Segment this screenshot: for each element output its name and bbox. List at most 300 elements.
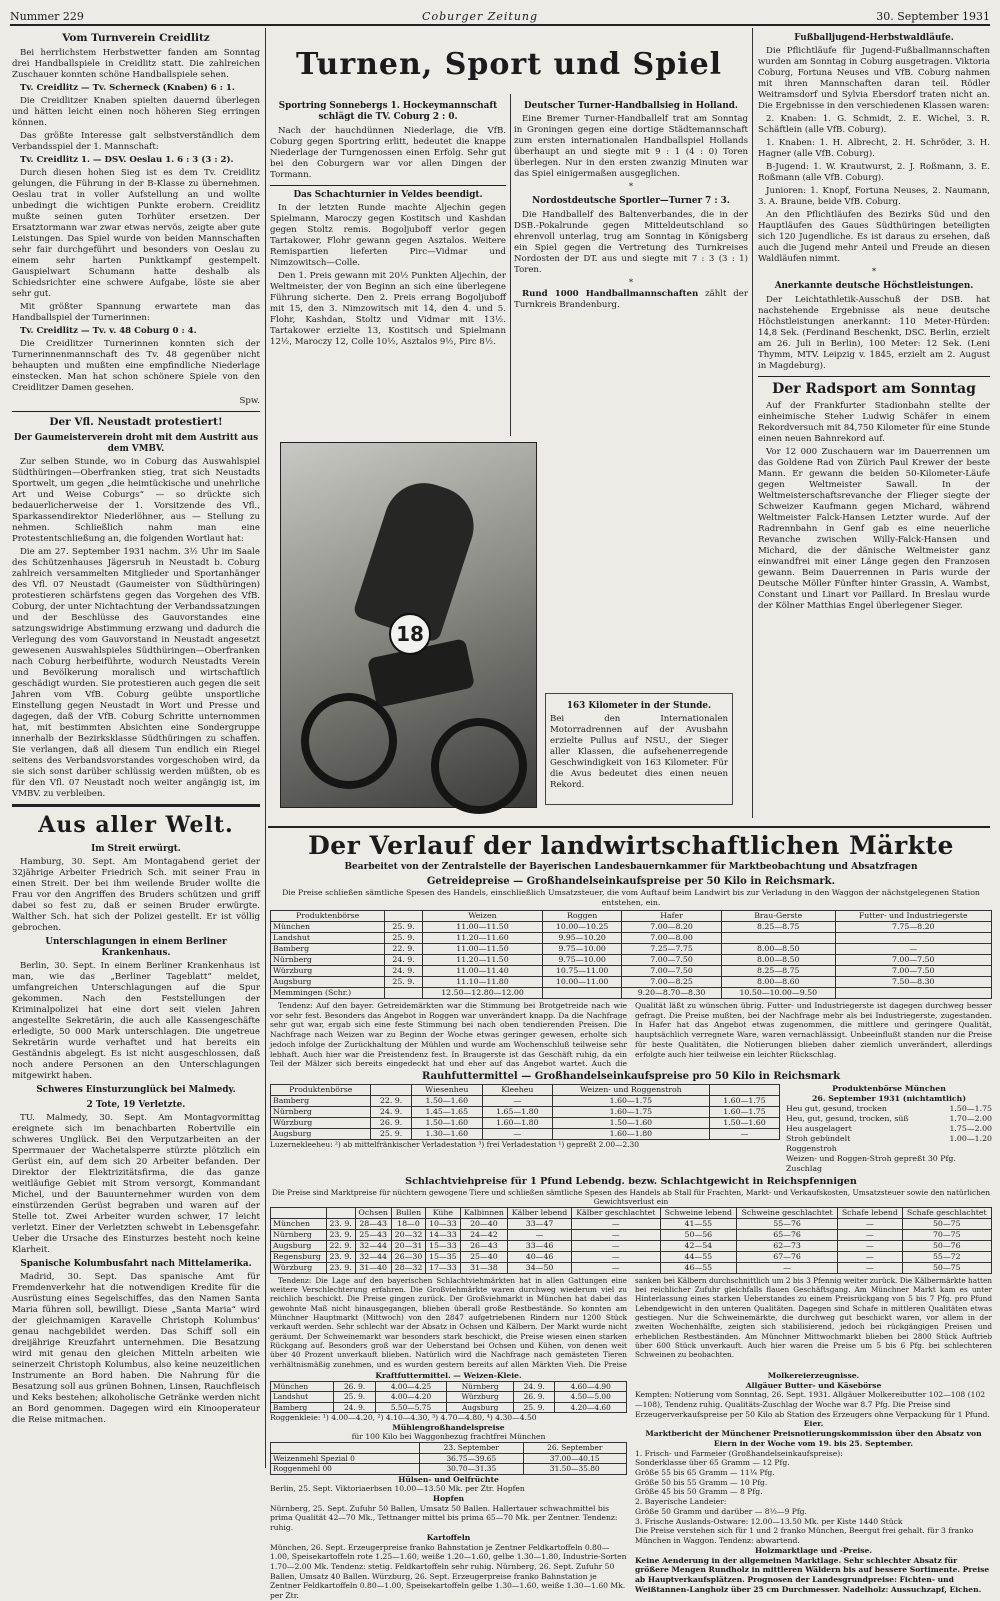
table-cell: 8.00—8.60	[722, 977, 836, 988]
grain-table	[270, 910, 992, 999]
table-cell: —	[571, 1229, 660, 1240]
column-header: Hafer	[622, 911, 722, 922]
price-label: Heu ausgelagert	[786, 1123, 852, 1133]
article-text: Junioren: 1. Knopf, Fortuna Neuses, 2. Naumann, 3. A. Braune, beide VfB. Coburg.	[758, 186, 990, 208]
table-row	[271, 1381, 627, 1391]
table-cell: 33—46	[508, 1240, 572, 1251]
divider	[12, 804, 260, 807]
table-cell: 4.00—4.20	[375, 1392, 447, 1402]
table-cell: Landshut	[271, 933, 385, 944]
table-cell: 20—40	[460, 1218, 508, 1229]
column-header: Futter- und Industriegerste	[835, 911, 991, 922]
article-subtitle: Der Gaumeisterverein droht mit dem Austritt aus dem VMBV.	[13, 432, 259, 455]
table-cell: 26—30	[391, 1251, 425, 1262]
column-header: Weizen	[422, 911, 542, 922]
market-lower	[270, 1371, 992, 1601]
column-header: Schweine geschlachtet	[736, 1207, 837, 1218]
price-value: 1.75—2.00	[949, 1123, 992, 1133]
table-cell: 31—38	[460, 1262, 508, 1273]
article-text: Das größte Interesse galt selbstverständlich dem Verbandsspiel der 1. Mannschaft:	[12, 131, 260, 153]
table-cell: 32—44	[355, 1240, 391, 1251]
column-divider	[752, 28, 753, 438]
table-cell: 31.50—35.80	[523, 1464, 626, 1474]
column-header: Kleeheu	[482, 1084, 552, 1095]
section-title: Turnen, Sport und Spiel	[295, 47, 723, 82]
flour-title: Mühlengroßhandelspreise	[392, 1422, 505, 1432]
table-cell: 10.00—11.00	[543, 977, 622, 988]
price-line	[786, 1104, 992, 1114]
price-label: Weizen- und Roggen-Stroh gepreßt 30 Pfg. Zuschlag	[786, 1153, 956, 1173]
table-cell: 42—54	[660, 1240, 736, 1251]
table-row	[271, 1229, 992, 1240]
table-cell: —	[508, 1229, 572, 1240]
table-cell: Roggenmehl 00	[271, 1464, 420, 1474]
table-cell: 10.50—10.00—9.50	[722, 988, 836, 999]
article-title: Anerkannte deutsche Höchstleistungen.	[774, 281, 974, 292]
match-result: Tv. Creidlitz — Tv. v. 48 Coburg 0 : 4.	[20, 326, 197, 337]
separator-star: *	[628, 277, 634, 288]
article-text: zählt der Turnkreis Brandenburg.	[514, 288, 748, 310]
table-cell: 26. 9.	[371, 1117, 411, 1128]
table-row	[271, 966, 992, 977]
table-cell	[835, 988, 991, 999]
table-cell: 1.50—1.60	[411, 1095, 482, 1106]
price-line	[786, 1134, 992, 1144]
legumes-text: Berlin, 25. Sept. Viktoriaerbsen 10.00—13.50 Mk. per Ztr. Hopfen	[270, 1484, 525, 1494]
eggs-title: Eier.	[803, 1419, 824, 1429]
table-cell: 24—42	[460, 1229, 508, 1240]
eggs-text: Die Preise verstehen sich für 1 und 2 franko München, Beergut frei gehalt. für 3 franko München in Waggon. Tendenz: abwartend.	[635, 1526, 974, 1546]
feed-title: Kraftfuttermittel. — Weizen-Kleie.	[375, 1370, 522, 1380]
article-text: Hamburg, 30. Sept. Am Montagabend geriet der 32jährige Arbeiter Friedrich Sch. mit seiner Frau in einen Streit. Der bei ihm weilende Bruder wollte die Frau vor den Angriffen des Bruders schützen und griff dabei so fest zu, daß er seinen Bruder erwürgte. Walther Sch. hat sich der Polizei gestellt. Er ist völlig gebrochen.	[12, 856, 260, 933]
table-cell: —	[571, 1262, 660, 1273]
article-text: Die Creidlitzer Knaben spielten dauernd überlegen und hätten leicht einen noch höheren Sieg erringen können.	[12, 96, 260, 129]
column-header	[271, 1443, 420, 1453]
column-header: Kälber geschlachtet	[571, 1207, 660, 1218]
article-text: Nach der hauchdünnen Niederlage, die VfB. Coburg gegen Sportring erlitt, bedeutet die knappe Niederlage der Turngenossen einen Erfolg. Sehr gut bei den Coburgern war vor allen Dingen der Tormann.	[270, 125, 506, 180]
divider	[12, 411, 260, 412]
table-cell: 55—72	[902, 1251, 991, 1262]
table-cell: 18—0	[391, 1218, 425, 1229]
cattle-title: Schlachtviehpreise für 1 Pfund Lebendg. bezw. Schlachtgewicht in Reichspfennigen	[405, 1175, 857, 1187]
table-cell: 70—75	[902, 1229, 991, 1240]
column-header	[709, 1084, 779, 1095]
table-cell: 25. 9.	[385, 922, 423, 933]
table-row	[271, 1453, 627, 1463]
article-text: Durch diesen hohen Sieg ist es dem Tv. Creidlitz gelungen, die Führung in der B-Klasse zu übernehmen. Oeslau trat in voller Aufstellung an und wollte unbedingt die wichtigen Punkte erobern. Creidlitz mußte seinen guten Torhüter ersetzen. Der Ersatztormann war zwar etwas nervös, zeigte aber gute Leistungen. Das Spiel wurde von beiden Mannschaften sehr fair durchgeführt und besonders von Oeslau zu einem sehr harten Punktkampf gestempelt. Gauspielwart Schumann hatte deshalb als Schiedsrichter eine schwere Aufgabe, löste sie aber sehr gut.	[12, 168, 260, 300]
section-title: Aus aller Welt.	[38, 812, 234, 839]
table-row	[271, 1251, 992, 1262]
table-cell: 7.00—7.50	[622, 966, 722, 977]
table-row	[271, 1392, 627, 1402]
sport-banner	[270, 44, 748, 94]
table-cell: Landshut	[271, 1392, 334, 1402]
article-subtitle: 2 Tote, 19 Verletzte.	[86, 1099, 186, 1110]
table-row	[271, 1240, 992, 1251]
table-cell: 24. 9.	[385, 966, 423, 977]
table-row	[271, 1128, 780, 1139]
match-result: Tv. Creidlitz — Tv. Scherneck (Knaben) 6 : 1.	[20, 83, 235, 94]
motorcycle-photo	[280, 442, 537, 808]
column-header: Wiesenheu	[411, 1084, 482, 1095]
article-text: Eine Bremer Turner-Handballelf trat am Sonntag in Groningen gegen eine dortige Städtemannschaft zum ersten internationalen Handballspiel Hollands überhaupt an und siegte mit 9 : 1 (4 : 0) Toren überlegen. Nur in den ersten zwanzig Minuten war das Spiel einigermaßen ausgeglichen.	[514, 114, 748, 180]
table-cell: 26—43	[460, 1240, 508, 1251]
cattle-note: Die Preise sind Marktpreise für nüchtern gewogene Tiere und schließen sämtliche Spesen des Handels ab Stall für Frachten, Markt- und Verkaufskosten, Umsatzsteuer sowie den natürlichen Gewichtsverlust ein	[272, 1187, 990, 1207]
table-cell	[543, 988, 622, 999]
article-text: Die Creidlitzer Turnerinnen konnten sich der Turnerinnenmannschaft des Tv. 48 gegenüber nicht behaupten und mußten eine empfindliche Niederlage einstecken. Man hat schon schönere Spiele von den Creidlitzer Damen gesehen.	[12, 339, 260, 394]
table-cell: 11.20—11.60	[422, 933, 542, 944]
article-text: 2. Knaben: 1. G. Schmidt, 2. E. Wichel, 3. R. Schäftlein (alle VfB. Coburg).	[758, 114, 990, 136]
caption-text: Bei den Internationalen Motorradrennen auf der Avusbahn erzielte Pullus auf NSU., der Sieger aller Klassen, die aufsehenerregende Geschwindigkeit von 163 Kilometer. Für die Avus bedeutet dies einen neuen Rekord.	[550, 714, 728, 791]
column-header	[271, 1207, 327, 1218]
separator-star: *	[871, 267, 877, 278]
table-row	[271, 955, 992, 966]
table-cell: 46—55	[660, 1262, 736, 1273]
column-header: 26. September	[523, 1443, 626, 1453]
column-header: Schweine lebend	[660, 1207, 736, 1218]
table-row	[271, 1117, 780, 1128]
table-cell: Augsburg	[447, 1402, 514, 1412]
price-label: Roggenstroh	[786, 1143, 837, 1153]
egg-price-line: 2. Bayerische Landeier:	[635, 1497, 727, 1507]
article-text: Die Handballelf des Baltenverbandes, die in der DSB.-Pokalrunde gegen Mitteldeutschland so ehrenvoll unterlag, trug am Sonntag in Königsberg ein Spiel gegen die Vertretung des Turnkreises Nordosten der DT. aus und siegte mit 7 : 3 (3 : 1) Toren.	[514, 209, 748, 275]
table-row	[271, 1262, 992, 1273]
article-lead: Rund 1000 Handballmannschaften	[522, 288, 699, 299]
table-cell: 23. 9.	[326, 1262, 355, 1273]
race-number: 18	[389, 613, 431, 655]
table-cell: 4.50—5.00	[555, 1392, 627, 1402]
caption-title: 163 Kilometer in der Stunde.	[566, 701, 712, 711]
egg-price-line: Größe 55 bis 65 Gramm — 11¼ Pfg.	[635, 1468, 775, 1478]
price-label: Heu, gut, gesund, trocken, süß	[786, 1113, 909, 1123]
article-text: Den 1. Preis gewann mit 20½ Punkten Aljechin, der Weltmeister, der von Beginn an sich eine überlegene Führung sicherte. Den 2. Preis errang Bogoljuboff mit 15, den 3. Nimzowitsch mit 14, den 4. und 5. Flohr, Kashdan, Stoltz und Vidmar mit 13½. Tartakower erzielte 13, Kostitsch und Spielmann 12½, Maroczy 12, Colle 10½, Asztalos 9½, Pirc 8½.	[270, 270, 506, 347]
table-cell: Augsburg	[271, 1128, 371, 1139]
table-cell: 20—31	[391, 1240, 425, 1251]
table-row	[271, 1106, 780, 1117]
column-header: Roggen	[543, 911, 622, 922]
article-text: An den Pflichtläufen des Bezirks Süd und den Hauptläufen des Gaues Südthüringen beteiligten sich 120 Jugendliche. Es ist daraus zu ersehen, daß auch die Jugend mehr Anteil und Freude an diesen Waldläufen nimmt.	[758, 210, 990, 265]
article-text: TU. Malmedy, 30. Sept. Am Montagvormittag ereignete sich im benachbarten Robertville ein schweres Unglück. Bei den Verputzarbeiten an der Sperrmauer der Wachetalsperre stürzte plötzlich ein Gerüst ein, auf dem sich 20 Arbeiter befanden. Der Direktor der Elektrizitätsfirma, die das ganze weitläufige Gebiet mit Strom versorgt, Kommandant Michel, und der Bauunternehmer wurden von dem einstürzenden Gerüst begraben und waren auf der Stelle tot. Zwei Arbeiter wurden schwer, 17 leicht verletzt. Einer der Verletzten schwebt in Lebensgefahr. Ueber die Ursache des Einsturzes besteht noch keine Klarheit.	[12, 1112, 260, 1255]
article-subtitle: Schweres Einsturzunglück bei Malmedy.	[36, 1085, 236, 1096]
price-value: 1.00—1.20	[949, 1133, 992, 1143]
article-title: Der Vfl. Neustadt protestiert!	[49, 416, 223, 429]
egg-price-line: Größe 45 bis 50 Gramm — 8 Pfg.	[635, 1487, 763, 1497]
table-cell: 11.10—11.80	[422, 977, 542, 988]
egg-price-line: Größe 50 Gramm und darüber — 8½—9 Pfg.	[635, 1506, 807, 1516]
wood-text: Keine Aenderung in der allgemeinen Marktlage. Sehr schlechter Absatz für größere Mengen Rundholz in mittleren Wäldern bis auf bessere Sortimente. Preise ab Hauptverkaufsplätzen. Prognosen der Landesgrundpreise: Fichten- und Weißtannen-Langholz über 25 cm Durchmesser. Nadelholz: Aussuchzapf, Eichen.	[635, 1555, 990, 1594]
table-cell: 50—56	[660, 1229, 736, 1240]
article-text: Zur selben Stunde, wo in Coburg das Auswahlspiel Südthüringen—Oberfranken stieg, trat sich Neustadts Sportwelt, um gegen „die heimtückische und unehrliche Art und Weise Coburgs“ — so drückte sich bedauerlicherweise der 1. Vorsitzende des Vfl., Sparkassendirektor Niederlöhner, aus — Stellung zu nehmen. Schließlich nahm man eine Protestentschließung an, die folgenden Wortlaut hat:	[12, 457, 260, 545]
market-subtitle: Bearbeitet von der Zentralstelle der Bayerischen Landesbauernkammer für Marktbeobachtung und Absatzfragen	[344, 862, 918, 872]
newspaper-name: Coburger Zeitung	[422, 9, 539, 23]
hops-text: Nürnberg, 25. Sept. Zufuhr 50 Ballen, Umsatz 50 Ballen. Hallertauer schwachmittel bis prima Qualität 42—70 Mk., Tettnanger mittel bis prima 65—70 Mk. per Zentner. Tendenz: ruhig.	[270, 1503, 618, 1533]
table-cell: Würzburg	[271, 1262, 327, 1273]
table-cell: 25. 9.	[514, 1402, 555, 1412]
column-header: Schafe lebend	[838, 1207, 902, 1218]
egg-price-line: Sonderklasse über 65 Gramm — 12 Pfg.	[635, 1458, 790, 1468]
table-cell: 36.75—39.65	[420, 1453, 523, 1463]
hops-title: Hopfen	[432, 1493, 465, 1503]
table-cell: 1.60—1.75	[552, 1095, 709, 1106]
table-cell: 1.45—1.65	[411, 1106, 482, 1117]
table-cell: München	[271, 1218, 327, 1229]
table-cell: Würzburg	[271, 1117, 371, 1128]
table-cell: 8.25—8.75	[722, 922, 836, 933]
eggs-sub: Marktbericht der Münchener Preisnotierungskommission über den Absatz von Eiern in der Woche vom 19. bis 25. September.	[645, 1429, 982, 1448]
table-cell: 7.00—7.50	[835, 966, 991, 977]
table-row	[271, 1095, 780, 1106]
table-cell: 25. 9.	[334, 1392, 375, 1402]
rear-wheel	[431, 718, 527, 814]
table-cell: 4.00—4.25	[375, 1381, 447, 1391]
article-text: Vor 12 000 Zuschauern war im Dauerrennen um das Goldene Rad von Zürich Paul Krewer der beste Mann. Er gewann die beiden 50-Kilometer-Läufe gegen Weltmeister Sawall. In der Weltmeisterschaftsrevanche der Flieger siegte der Schweizer Kaufmann gegen Michard, während Weltmeister Falck-Hansen Letzter wurde. Auf der Radrennbahn in Genf gab es eine neuerliche Revanche zwischen Willy-Falck-Hansen und Michard, die der dänische Weltmeister ganz einwandfrei mit einer Länge gegen den Franzosen gewann. Beim Dauerrennen in Paris wurde der Deutsche Möller Fünfter hinter Grassin, A. Wambst, Constant und Linart vor Paillard. In Breslau wurde der Kölner Matthias Engel überlegener Sieger.	[758, 447, 990, 612]
column-header: Kühe	[426, 1207, 460, 1218]
table-cell: 1.50—1.60	[552, 1117, 709, 1128]
table-cell: 25. 9.	[385, 933, 423, 944]
table-cell: 1.60—1.75	[709, 1106, 779, 1117]
table-cell: 24. 9.	[514, 1381, 555, 1391]
table-cell: 8.00—8.50	[722, 955, 836, 966]
table-cell: 23. 9.	[326, 1218, 355, 1229]
table-cell: 24. 9.	[334, 1402, 375, 1412]
grain-note: Die Preise schließen sämtliche Spesen des Handels, einschließlich Umsatzsteuer, die vom Auftauf beim Landwirt bis zur Verladung in den Waggon der nächstgelegenen Station entstehen, ein.	[282, 888, 980, 908]
table-cell: 11.20—11.50	[422, 955, 542, 966]
munich-title: Produktenbörse München	[832, 1083, 946, 1093]
table-cell: 25—40	[460, 1251, 508, 1262]
table-cell	[835, 933, 991, 944]
issue-date: 30. September 1931	[876, 9, 990, 23]
table-cell: 9.20—8.70—8.30	[622, 988, 722, 999]
table-row	[271, 1464, 627, 1474]
column-divider	[265, 28, 266, 1468]
article-title: Vom Turnverein Creidlitz	[62, 32, 210, 44]
table-cell: 10.00—10.25	[543, 922, 622, 933]
grain-title: Getreidepreise — Großhandelseinkaufspreise per 50 Kilo in Reichsmark.	[426, 875, 836, 887]
article-text: Berlin, 30. Sept. In einem Berliner Krankenhaus ist man, wie das „Berliner Tageblatt“ meldet, umfangreichen Unterschlagungen auf die Spur gekommen. Nach den Feststellungen der Kriminalpolizei hat eine dort seit vielen Jahren angestellte Sekretärin, die auch alle Kassengeschäfte erledigte, 50 000 Mark unterschlagen. Die ungetreue Sekretärin wurde verhaftet und hat bereits ein Geständnis abgelegt. Es ist nicht ausgeschlossen, daß noch andere Personen an den Unterschlagungen mitgewirkt haben.	[12, 961, 260, 1082]
column-header: Kalbinnen	[460, 1207, 508, 1218]
table-cell: 67—76	[736, 1251, 837, 1262]
munich-exchange	[786, 1084, 992, 1174]
table-cell: 8.25—8.75	[722, 966, 836, 977]
table-cell: —	[571, 1240, 660, 1251]
table-cell: 34—50	[508, 1262, 572, 1273]
table-cell: 1.60—1.75	[709, 1095, 779, 1106]
table-cell: 22. 9.	[326, 1240, 355, 1251]
table-row	[271, 1218, 992, 1229]
table-cell: 9.75—10.00	[543, 955, 622, 966]
table-row	[271, 988, 992, 999]
column-right	[758, 30, 990, 820]
article-text: Auf der Frankfurter Stadionbahn stellte der einheimische Steher Ludwig Schäfer in einem Rekordversuch mit 84,750 Kilometer für eine Stunde einen neuen Bahnrekord auf.	[758, 401, 990, 445]
separator-star: *	[628, 182, 634, 193]
table-cell: 7.50—8.30	[835, 977, 991, 988]
price-line	[786, 1154, 992, 1174]
table-cell: 1.65—1.80	[482, 1106, 552, 1117]
dairy-sub: Allgäuer Butter- und Käsebörse	[745, 1380, 882, 1390]
page-header	[10, 8, 990, 26]
table-row	[271, 1402, 627, 1412]
table-row	[271, 933, 992, 944]
column-header: Weizen- und Roggenstroh	[552, 1084, 709, 1095]
article-text: Bei herrlichstem Herbstwetter fanden am Sonntag drei Handballspiele in Creidlitz statt. Die zahlreichen Zuschauer konnten schöne Handballspiele sehen.	[12, 48, 260, 81]
egg-price-line: 3. Frische Auslands-Ostware: 12.00—13.50 Mk. per Kiste 1440 Stück	[635, 1516, 903, 1526]
table-cell: Memmingen (Schr.)	[271, 988, 385, 999]
table-cell: 50—75	[902, 1262, 991, 1273]
flour-sub: für 100 Kilo bei Waggonbezug frachtfrei München	[351, 1432, 546, 1442]
table-cell: 15—33	[426, 1240, 460, 1251]
column-header	[326, 1207, 355, 1218]
table-cell: 50—76	[902, 1240, 991, 1251]
table-cell: —	[482, 1095, 552, 1106]
table-cell: Nürnberg	[271, 1106, 371, 1117]
table-cell: Nürnberg	[271, 1229, 327, 1240]
table-cell: 1.60—1.80	[552, 1128, 709, 1139]
market-section	[270, 830, 992, 1601]
market-lower-left	[270, 1371, 627, 1601]
table-cell: 22. 9.	[371, 1095, 411, 1106]
table-cell: —	[838, 1262, 902, 1273]
table-cell: 26. 9.	[514, 1392, 555, 1402]
table-cell: 25. 9.	[385, 977, 423, 988]
egg-price-line: Größe 50 bis 55 Gramm — 10 Pfg.	[635, 1477, 768, 1487]
table-cell: 7.00—8.20	[622, 922, 722, 933]
match-result: Tv. Creidlitz 1. — DSV. Oeslau 1. 6 : 3 (3 : 2).	[20, 155, 234, 166]
market-title: Der Verlauf der landwirtschaftlichen Märkte	[308, 831, 954, 860]
table-cell: 7.00—7.50	[622, 955, 722, 966]
price-line	[786, 1124, 992, 1134]
table-cell: 40—46	[508, 1251, 572, 1262]
table-cell: 7.00—8.25	[622, 977, 722, 988]
table-cell: 7.00—8.00	[622, 933, 722, 944]
table-cell: 33—47	[508, 1218, 572, 1229]
column-header	[371, 1084, 411, 1095]
article-text: Madrid, 30. Sept. Das spanische Amt für Fremdenverkehr hat die notwendigen Kredite für die Ausrüstung eines Segelschiffes, das den Namen Santa Maria führen soll, bewilligt. Diese „Santa Maria“ wird der gleichnamigen Karavelle Christoph Kolumbus’ genau nachgebildet werden. Das Schiff soll ein dreijährige Kreuzfahrt unternehmen. Die Besatzung wird mit genau den gleichen Mitteln arbeiten wie seinerzeit Christoph Kolumbus, also keine neuzeitlichen Instrumente an Bord haben. Die Nahrung für die Besatzung soll aus grünen Bohnen, Linsen, Rauchfleisch und Keks bestehen; alkoholische Getränke werden nicht an Bord genommen. Dagegen wird ein Kinooperateur die Reise mitmachen.	[12, 1272, 260, 1426]
table-cell: 30.70—31.35	[420, 1464, 523, 1474]
potato-text: München, 26. Sept. Erzeugerpreise franko Bahnstation je Zentner Feldkartoffeln 0.80—1.00, Speisekartoffeln rote 1.25—1.60, weiße 1.20—1.60, gelbe 1.30—1.80, Industrie-Sorten 1.70—2.00 Mk. Tendenz: stetig. Feldkartoffeln sehr ruhig. Nürnberg, 26. Sept. Zufuhr 50 Ballen, Umsatz 40 Ballen. Würzburg, 26. Sept. Erzeugerpreise franko Bahnstation je Zentner Feldkartoffeln 0.80—1.00, Speisekartoffeln gelbe 1.30—1.60, weiße 1.30—1.60 Mk. per Ztr.	[270, 1542, 627, 1601]
feed-note: Roggenkleie: ¹) 4.00—4.20, ²) 4.10—4.30, ³) 4.70—4.80, ⁴) 4.30—4.50	[270, 1412, 537, 1422]
egg-price-line: 1. Frisch- und Farmeier (Großhandelseinkaufspreise):	[635, 1448, 843, 1458]
table-cell: 17—33	[426, 1262, 460, 1273]
table-cell: Augsburg	[271, 977, 385, 988]
column-divider	[510, 94, 511, 436]
table-cell: —	[482, 1128, 552, 1139]
photo-caption	[545, 693, 733, 805]
column-sport-1	[270, 98, 506, 438]
table-cell: Nürnberg	[271, 955, 385, 966]
table-cell: Weizenmehl Spezial 0	[271, 1453, 420, 1463]
table-cell: —	[571, 1218, 660, 1229]
column-header: Produktenbörse	[271, 1084, 371, 1095]
table-cell: 41—55	[660, 1218, 736, 1229]
table-cell: 7.25—7.75	[622, 944, 722, 955]
column-sport-2	[514, 98, 748, 438]
rough-note: Luzernekleeheu: ²) ab mittelfränkischer Verladestation ³) frei Verladestation ¹) gepreßt 2.00—2.30	[270, 1139, 639, 1149]
table-cell: 11.00—11.40	[422, 966, 542, 977]
article-subtitle: Unterschlagungen in einem Berliner Krankenhaus.	[45, 936, 227, 959]
table-row	[271, 977, 992, 988]
article-title: Fußballjugend-Herbstwaldläufe.	[794, 33, 954, 43]
article-title: Das Schachturnier in Veldes beendigt.	[293, 189, 483, 200]
table-cell	[722, 933, 836, 944]
table-cell: 25—43	[355, 1229, 391, 1240]
table-cell	[385, 988, 423, 999]
table-cell: 65—76	[736, 1229, 837, 1240]
article-text: B-Jugend: 1. W. Krautwurst, 2. J. Roßmann, 3. E. Roßmann (alle VfB. Coburg).	[758, 162, 990, 184]
munich-date: 26. September 1931 (nichtamtlich)	[811, 1093, 967, 1103]
article-text: Mit größter Spannung erwartete man das Handballspiel der Turnerinnen:	[12, 302, 260, 324]
table-cell: 24. 9.	[371, 1106, 411, 1117]
table-cell: Würzburg	[447, 1392, 514, 1402]
cattle-trend: Tendenz: Die Lage auf den bayerischen Schlachtviehmärkten hat in allen Gattungen eine weitere Verschlechterung erfahren. Die Großviehmärkte waren durchweg wiederum viel zu reichlich beschickt. Die Preise gingen zurück. Der Großviehmarkt in München hat dabei das gewohnte Maß nicht hinausgegangen, blieben überall große Restbestände. So konnten am Münchner Hauptmarkt (Mittwoch) von den 2847 aufgetriebenen Rindern nur 1200 Stück verkauft werden. Sehr schlecht war der Absatz in Ochsen und Kälbern. Der Markt wurde nicht geräumt. Der Schweinemarkt war besonders stark beschickt, die Preise wiesen einen starken Rückgang auf. Besonders groß war der Ueberstand bei Ochsen und Kühen, von denen weit über 40 Prozent unverkauft blieben. Natürlich wird die Nachfrage nach gemästeten Tieren verhältnismäßig zunehmen, und es wurden gestern bereits auf allen Märkten Vieh. Die Preise sanken bei Kälbern durchschnittlich um 2 bis 3 Pfennig weiter zurück. Die Kälbermärkte hatten bei reichlicher Zufuhr gleichfalls flauen Geschäftsgang. Am Münchner Markt kam es unter Hinterlassung eines starken Ueberstandes zu einem Preisrückgang von 5 bis 7 Pfg. pro Pfund Lebendgewicht in den unteren Qualitäten. Dagegen sind Schafe in mittleren Qualitäten etwas gestiegen. Nur die Schweinemärkte, die durchweg gut beschickt waren, vor allem in der zweiten Wochenhälfte, zeigten sich stabilisierend, jedoch bei rückgängigen Preisen und erheblichen Restbeständen. Am Münchner Mittwochmarkt blieben bei 2800 Stück Auftrieb über 600 Stück unverkauft. Auch hier waren die Preise um 5 bis 6 Pfg. bei schlechteren Schweinen zu beobachten.	[270, 1275, 992, 1369]
column-header: Schafe geschlachtet	[902, 1207, 991, 1218]
author-signature: Spw.	[239, 396, 260, 407]
column-header: Produktenbörse	[271, 911, 385, 922]
article-title: Nordostdeutsche Sportler—Turner 7 : 3.	[532, 196, 730, 207]
column-left	[12, 28, 260, 1476]
table-cell: —	[736, 1262, 837, 1273]
table-cell: 1.30—1.60	[411, 1128, 482, 1139]
table-cell: 44—55	[660, 1251, 736, 1262]
rough-table	[270, 1084, 780, 1140]
rough-title: Rauhfuttermittel — Großhandelseinkaufspreise pro 50 Kilo in Reichsmark	[421, 1071, 841, 1083]
column-header: Ochsen	[355, 1207, 391, 1218]
table-cell: 55—76	[736, 1218, 837, 1229]
table-cell: 20—32	[391, 1229, 425, 1240]
article-text: 1. Knaben: 1. H. Albrecht, 2. H. Schröder, 3. H. Hagner (alle VfB. Coburg).	[758, 138, 990, 160]
table-cell: —	[709, 1128, 779, 1139]
cattle-table	[270, 1207, 992, 1274]
table-cell: 10—33	[426, 1218, 460, 1229]
table-cell: München	[271, 1381, 334, 1391]
article-title: Der Radsport am Sonntag	[772, 380, 976, 397]
table-cell: 1.50—1.60	[709, 1117, 779, 1128]
article-text: Die Pflichtläufe für Jugend-Fußballmannschaften wurden am Sonntag in Coburg ausgetragen. Viktoria Coburg, Fortuna Neuses und VfB. Coburg nahmen mit ihren Mannschaften daran teil. Rödler Weitramsdorf und Sylvia Ebersdorf traten nicht an. Die Ergebnisse in den verschiedenen Klassen waren:	[758, 46, 990, 112]
table-cell: —	[838, 1229, 902, 1240]
table-cell: Augsburg	[271, 1240, 327, 1251]
article-subtitle: Im Streit erwürgt.	[91, 843, 181, 854]
table-cell: Regensburg	[271, 1251, 327, 1262]
divider	[270, 185, 506, 186]
legumes-title: Hülsen- und Oelfrüchte	[398, 1474, 499, 1484]
table-cell: Bamberg	[271, 944, 385, 955]
table-cell: 5.50—5.75	[375, 1402, 447, 1412]
table-cell: 11.00—11.50	[422, 922, 542, 933]
table-cell: 22. 9.	[385, 944, 423, 955]
article-title: Sportring Sonnebergs 1. Hockeymannschaft schlägt die TV. Coburg 2 : 0.	[278, 101, 498, 123]
article-text: Die am 27. September 1931 nachm. 3½ Uhr im Saale des Schützenhauses Jägersruh in Neustadt b. Coburg zahlreich versammelten Mitglieder und Sportanhänger des Vfl. 07 Neustadt (Gaumeister von Südthüringen) protestieren schärfstens gegen das Vorgehen des VfB. Coburg, der unter Nichtachtung der Verbandssatzungen und der Beschlüsse des Gauvorstandes eine satzungswidrige Abstimmung erzwang und dadurch die Verlegung des vom Gauvorstand in Neustadt angesetzt gewesenen Auswahlspieles Südthüringen—Oberfranken nach Coburg herbeiführte, wodurch Neustadts Verein und Bevölkerung moralisch und wirtschaftlich geschädigt wurden. Sie protestieren auch gegen die seit Jahren vom VfB. Coburg geübte unsportliche Einstellung gegen Neustadt in Wort und Presse und dagegen, daß der VfB. Coburg Schritte unternommen hat, mit bestimmten Absichten eine Sondergruppe innerhalb der Bezirksklasse Südthüringen zu schaffen. Sie verlangen, daß all diesem Tun endlich ein Riegel seitens des Verbandsvorstandes vorgeschoben wird, da sie sich sonst darüber schlüssig werden müßten, ob es für den Vfl. 07 Neustadt noch weiter angängig ist, im VMBV. zu verbleiben.	[12, 547, 260, 800]
price-value: 1.50—1.75	[949, 1103, 992, 1113]
table-cell: 14—33	[426, 1229, 460, 1240]
front-wheel	[301, 693, 397, 789]
section-divider	[268, 826, 990, 828]
table-cell: 1.60—1.80	[482, 1117, 552, 1128]
column-header	[385, 911, 423, 922]
column-divider	[752, 438, 753, 818]
table-cell: —	[838, 1240, 902, 1251]
table-cell: 15—35	[426, 1251, 460, 1262]
article-text: In der letzten Runde machte Aljechin gegen Spielmann, Maroczy gegen Kostitsch und Kashdan gegen Stoltz remis. Bogoljuboff verlor gegen Tartakower, Flohr gewann gegen Asztalos. Weitere Remispartien lieferten Pirc—Vidmar und Nimzowitsch—Colle.	[270, 202, 506, 268]
table-cell: 31—40	[355, 1262, 391, 1273]
table-cell: 9.75—10.00	[543, 944, 622, 955]
table-cell: 7.00—7.50	[835, 955, 991, 966]
divider	[758, 376, 990, 377]
table-cell: 25. 9.	[371, 1128, 411, 1139]
table-cell: 62—73	[736, 1240, 837, 1251]
table-cell: 4.60—4.90	[555, 1381, 627, 1391]
table-cell: 32—44	[355, 1251, 391, 1262]
column-header: Bullen	[391, 1207, 425, 1218]
table-cell: 24. 9.	[385, 955, 423, 966]
